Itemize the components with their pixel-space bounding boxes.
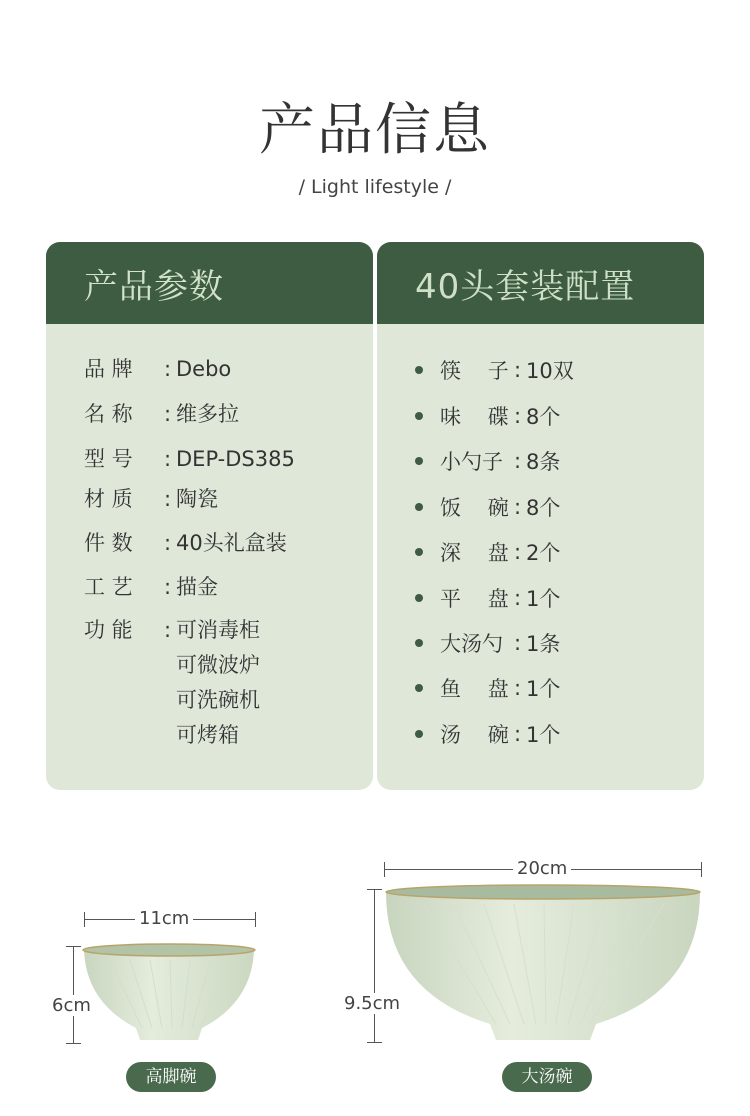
param-label: 工 艺: [84, 575, 133, 599]
large-bowl-width-label: 20cm: [513, 858, 571, 879]
set-item-name: 饭 碗: [440, 495, 509, 520]
large-bowl-name: 大汤碗: [502, 1062, 592, 1092]
dimension-tick: [84, 912, 85, 927]
param-value: 可烤箱: [176, 723, 239, 747]
set-item-qty: 8条: [526, 449, 561, 474]
dimension-tick: [367, 1042, 382, 1043]
set-item-name: 平 盘: [440, 586, 509, 611]
param-value: DEP-DS385: [176, 447, 295, 471]
param-value: 陶瓷: [176, 487, 218, 511]
param-row-count: [84, 526, 287, 561]
dimension-tick: [66, 1043, 81, 1044]
set-item-name: 深 盘: [440, 540, 509, 565]
large-bowl-image: [384, 882, 704, 1046]
dimension-tick: [701, 862, 702, 877]
set-item-qty: 10双: [526, 358, 574, 383]
param-row-model: [84, 442, 295, 477]
param-colon: :: [164, 618, 172, 642]
set-config-title: 40头套装配置: [415, 266, 636, 307]
bullet-icon: [415, 366, 423, 374]
param-value: 可消毒柜: [176, 618, 260, 642]
bullet-icon: [415, 684, 423, 692]
set-item: 汤 碗 : 1个: [415, 716, 560, 751]
dimension-tick: [255, 912, 256, 927]
set-item-name: 鱼 盘: [440, 676, 509, 701]
set-item-qty: 1个: [526, 722, 561, 747]
param-value: 40头礼盒装: [176, 531, 287, 555]
param-value: Debo: [176, 357, 232, 381]
product-params-header: [46, 242, 373, 324]
set-item-qty: 8个: [526, 404, 561, 429]
param-colon: :: [164, 357, 172, 381]
param-row-craft: [84, 570, 218, 605]
set-item-qty: 2个: [526, 540, 561, 565]
page-title: 产品信息: [259, 98, 491, 163]
small-bowl-name: 高脚碗: [126, 1062, 216, 1092]
set-config-panel: [377, 242, 704, 790]
set-item-qty: 1条: [526, 631, 561, 656]
bullet-icon: [415, 594, 423, 602]
product-params-panel: [46, 242, 373, 790]
product-params-title: 产品参数: [84, 266, 224, 307]
param-colon: :: [164, 487, 172, 511]
dimension-tick: [66, 946, 81, 947]
param-label: 件 数: [84, 531, 133, 555]
set-item: 饭 碗 : 8个: [415, 489, 560, 524]
dimension-tick: [384, 862, 385, 877]
set-item: 深 盘 : 2个: [415, 534, 560, 569]
param-colon: :: [164, 575, 172, 599]
bullet-icon: [415, 503, 423, 511]
bullet-icon: [415, 639, 423, 647]
set-item: 筷 子 : 10双: [415, 352, 574, 387]
set-item-name: 味 碟: [440, 404, 509, 429]
param-colon: :: [164, 531, 172, 555]
param-row-brand: [84, 352, 231, 387]
param-value: 描金: [176, 575, 218, 599]
set-item: 味 碟 : 8个: [415, 398, 560, 433]
large-bowl-height-label: 9.5cm: [340, 993, 404, 1014]
param-value: 维多拉: [176, 402, 239, 426]
bullet-icon: [415, 730, 423, 738]
param-label: 材 质: [84, 487, 133, 511]
dimension-tick: [367, 889, 382, 890]
param-label: 名 称: [84, 402, 133, 426]
set-item-qty: 1个: [526, 676, 561, 701]
param-row-function: [84, 613, 260, 753]
small-bowl-width-label: 11cm: [135, 908, 193, 929]
set-item-qty: 8个: [526, 495, 561, 520]
param-row-name: [84, 397, 239, 432]
set-item-name: 汤 碗: [440, 722, 509, 747]
set-item-qty: 1个: [526, 586, 561, 611]
page-subtitle: / Light lifestyle /: [298, 176, 452, 198]
small-bowl-height-label: 6cm: [48, 995, 95, 1016]
set-item: 鱼 盘 : 1个: [415, 670, 560, 705]
param-label: 功 能: [84, 618, 133, 642]
set-item-name: 大汤勺: [440, 631, 503, 656]
param-value: 可洗碗机: [176, 688, 260, 712]
param-value: 可微波炉: [176, 653, 260, 677]
bullet-icon: [415, 412, 423, 420]
set-config-header: [377, 242, 704, 324]
set-item: 大汤勺 : 1条: [415, 625, 560, 660]
set-item: 小勺子 : 8条: [415, 443, 560, 478]
set-item-name: 筷 子: [440, 358, 509, 383]
set-item: 平 盘 : 1个: [415, 580, 560, 615]
param-colon: :: [164, 447, 172, 471]
param-colon: :: [164, 402, 172, 426]
param-label: 型 号: [84, 447, 133, 471]
param-label: 品 牌: [84, 357, 133, 381]
bullet-icon: [415, 457, 423, 465]
param-row-material: [84, 482, 218, 517]
small-bowl-image: [80, 940, 260, 1048]
set-item-name: 小勺子: [440, 449, 503, 474]
large-bowl-height-line: [374, 889, 375, 1043]
bullet-icon: [415, 548, 423, 556]
